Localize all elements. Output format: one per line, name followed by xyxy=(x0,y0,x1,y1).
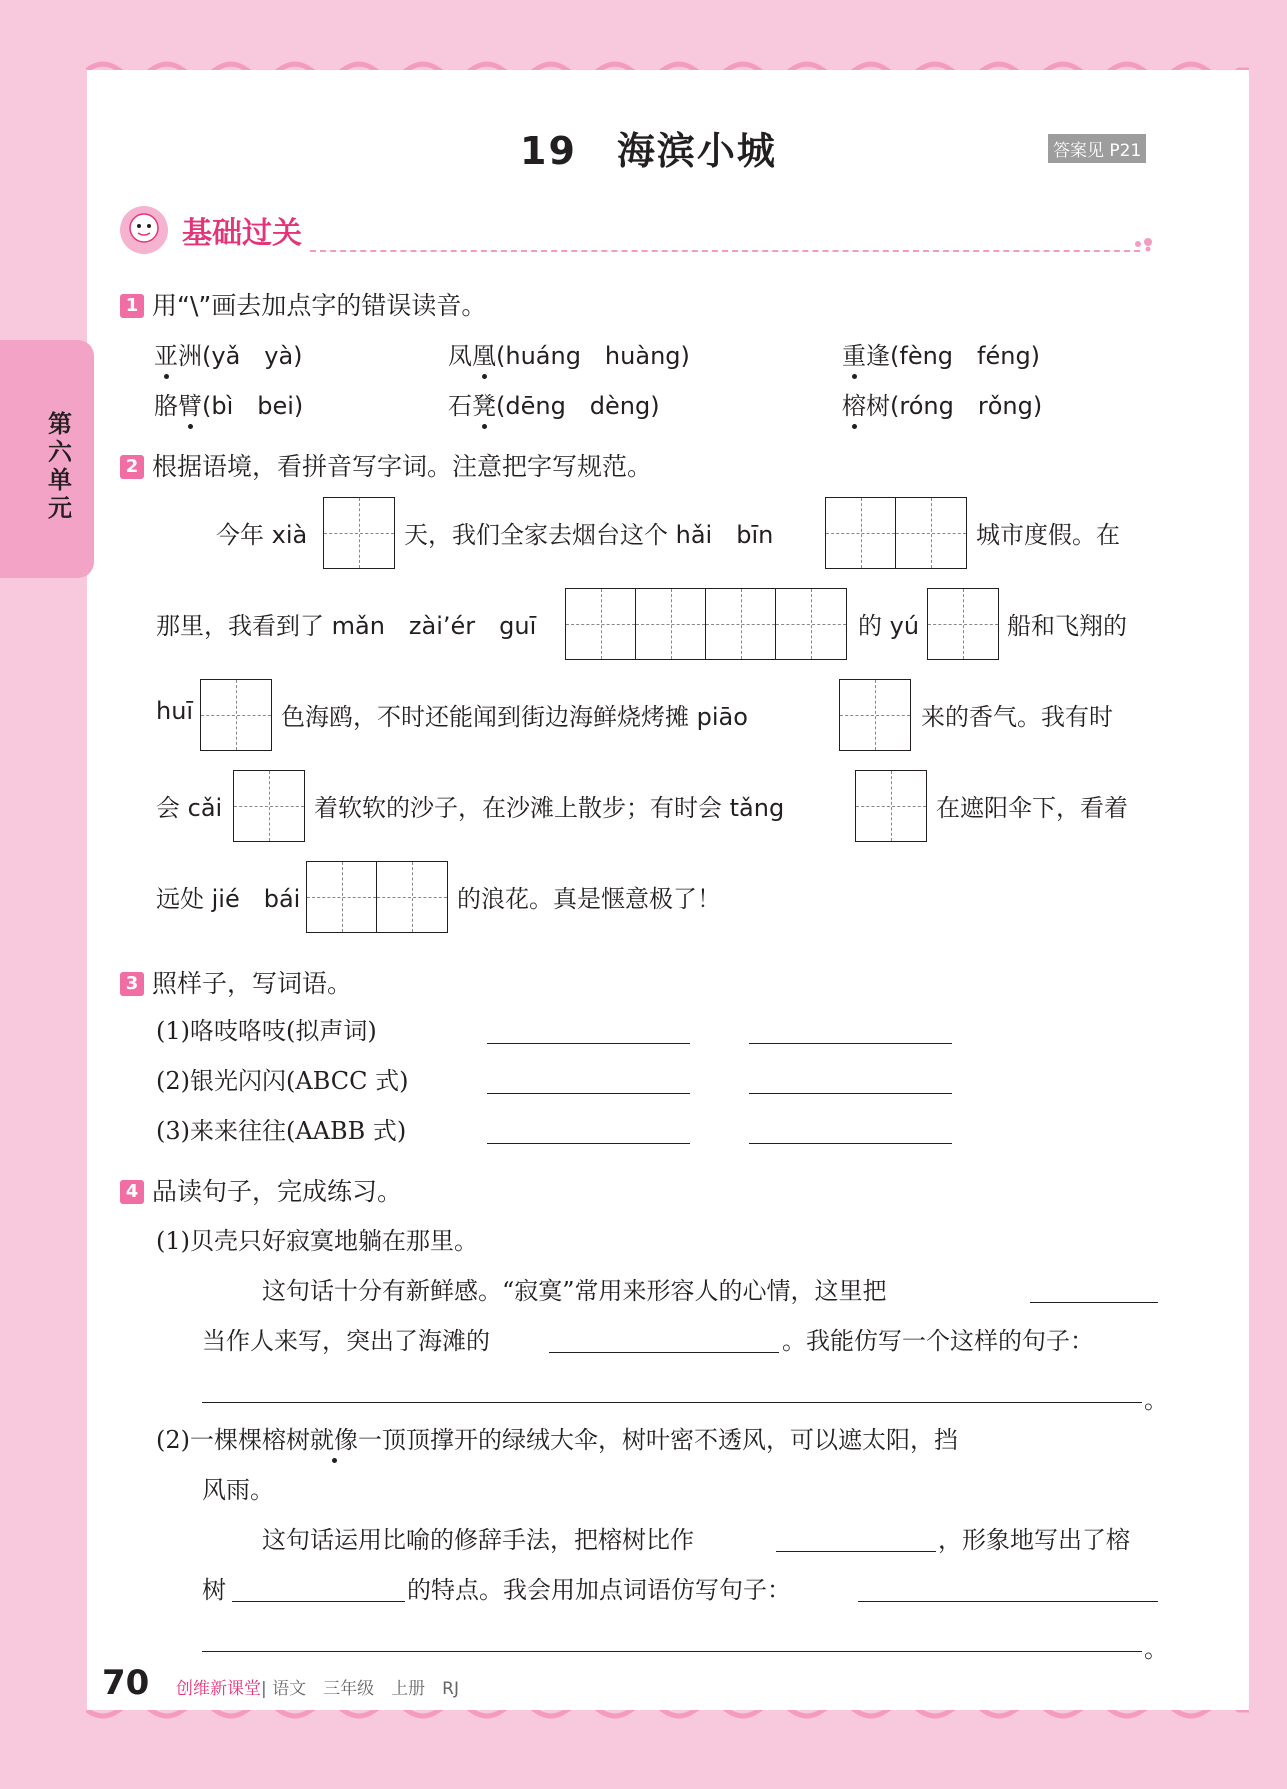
q1-item: 重逢(fèng féng) xyxy=(842,342,1041,370)
q2-text: 那里，我看到了 mǎn zài’ér guī xyxy=(156,612,537,640)
q4-sentence: (2)一棵棵榕树就像一顶顶撑开的绿绒大伞，树叶密不透风，可以遮太阳，挡 xyxy=(156,1426,958,1454)
q4-text: 树 xyxy=(202,1576,226,1604)
period: 。 xyxy=(1144,1635,1168,1663)
answer-line[interactable] xyxy=(1030,1302,1158,1303)
q4-text: 风雨。 xyxy=(202,1476,274,1504)
q2-text: 今年 xià xyxy=(216,521,308,549)
q2-heading xyxy=(120,447,652,483)
q2-text: 船和飞翔的 xyxy=(1007,612,1127,640)
q1-title: 用“\”画去加点字的错误读音。 xyxy=(152,291,487,320)
page-title: 19 海滨小城 xyxy=(520,129,777,173)
q2-pinyin: huī xyxy=(156,697,194,725)
dots-icon xyxy=(1132,236,1162,252)
q2-text: 的 yú xyxy=(858,612,920,640)
dotted-word: 就像 xyxy=(310,1426,358,1454)
q4-heading xyxy=(120,1172,402,1208)
unit-side-tab xyxy=(0,340,94,578)
q1-number: 1 xyxy=(120,294,144,318)
q1-heading xyxy=(120,286,486,322)
q1-item: 石凳(dēng dèng) xyxy=(448,392,660,420)
answer-line[interactable] xyxy=(202,1402,1142,1403)
q2-text: 会 cǎi xyxy=(156,794,223,822)
q4-text: 这句话十分有新鲜感。“寂寞”常用来形容人的心情，这里把 xyxy=(262,1277,887,1305)
writing-box[interactable] xyxy=(927,588,999,660)
section-divider xyxy=(310,250,1140,252)
q1-item: 胳臂(bì bei) xyxy=(154,392,304,420)
q3-item: (1)咯吱咯吱(拟声词) xyxy=(156,1017,377,1045)
brand-name: 创维新课堂 xyxy=(176,1679,261,1699)
writing-box[interactable] xyxy=(855,770,927,842)
answer-reference: 答案见 P21 xyxy=(1048,134,1146,163)
writing-box[interactable] xyxy=(565,588,847,660)
page-number: 70 xyxy=(102,1663,150,1703)
q2-title: 根据语境，看拼音写字词。注意把字写规范。 xyxy=(152,452,653,481)
q2-text: 着软软的沙子，在沙滩上散步；有时会 tǎng xyxy=(314,794,785,822)
q4-number: 4 xyxy=(120,1180,144,1204)
q3-item: (2)银光闪闪(ABCC 式) xyxy=(156,1067,409,1095)
answer-line[interactable] xyxy=(232,1601,405,1602)
writing-box[interactable] xyxy=(306,861,448,933)
q2-number: 2 xyxy=(120,455,144,479)
answer-line[interactable] xyxy=(749,1043,952,1044)
q2-text: 在遮阳伞下，看着 xyxy=(936,794,1128,822)
q3-heading xyxy=(120,964,352,1000)
book-info: | 语文 三年级 上册 RJ xyxy=(261,1679,459,1699)
q4-text: ，形象地写出了榕 xyxy=(938,1526,1130,1554)
q4-text: 的特点。我会用加点词语仿写句子： xyxy=(407,1576,791,1604)
unit-label: 第六单元 xyxy=(48,410,72,522)
writing-box[interactable] xyxy=(825,497,967,569)
section-heading: 基础过关 xyxy=(182,216,302,251)
q4-sentence: (1)贝壳只好寂寞地躺在那里。 xyxy=(156,1227,478,1255)
q2-text: 来的香气。我有时 xyxy=(921,703,1113,731)
q1-item: 凤凰(huáng huàng) xyxy=(448,342,690,370)
q1-item: 榕树(róng rǒng) xyxy=(842,392,1043,420)
q3-number: 3 xyxy=(120,972,144,996)
q4-text: 这句话运用比喻的修辞手法，把榕树比作 xyxy=(262,1526,694,1554)
writing-box[interactable] xyxy=(323,497,395,569)
q2-text: 天，我们全家去烟台这个 hǎi bīn xyxy=(404,521,774,549)
period: 。 xyxy=(1144,1386,1168,1414)
footer-info xyxy=(176,1674,459,1699)
answer-line[interactable] xyxy=(487,1143,690,1144)
writing-box[interactable] xyxy=(200,679,272,751)
q1-item: 亚洲(yǎ yà) xyxy=(154,342,303,370)
mascot-icon xyxy=(116,204,172,256)
answer-line[interactable] xyxy=(749,1093,952,1094)
q3-title: 照样子，写词语。 xyxy=(152,969,353,998)
answer-line[interactable] xyxy=(776,1551,936,1552)
answer-line[interactable] xyxy=(202,1651,1142,1652)
q2-text: 的浪花。真是惬意极了！ xyxy=(457,885,721,913)
q3-item: (3)来来往往(AABB 式) xyxy=(156,1117,407,1145)
q2-text: 城市度假。在 xyxy=(976,521,1120,549)
answer-line[interactable] xyxy=(858,1601,1158,1602)
answer-line[interactable] xyxy=(487,1093,690,1094)
answer-line[interactable] xyxy=(487,1043,690,1044)
writing-box[interactable] xyxy=(233,770,305,842)
answer-line[interactable] xyxy=(749,1143,952,1144)
q2-text: 色海鸥，不时还能闻到街边海鲜烧烤摊 piāo xyxy=(281,703,748,731)
q4-text: 。我能仿写一个这样的句子： xyxy=(782,1327,1094,1355)
answer-line[interactable] xyxy=(549,1352,779,1353)
q4-text: 当作人来写，突出了海滩的 xyxy=(202,1327,490,1355)
q2-text: 远处 jié bái xyxy=(156,885,301,913)
q4-title: 品读句子，完成练习。 xyxy=(152,1177,403,1206)
writing-box[interactable] xyxy=(839,679,911,751)
